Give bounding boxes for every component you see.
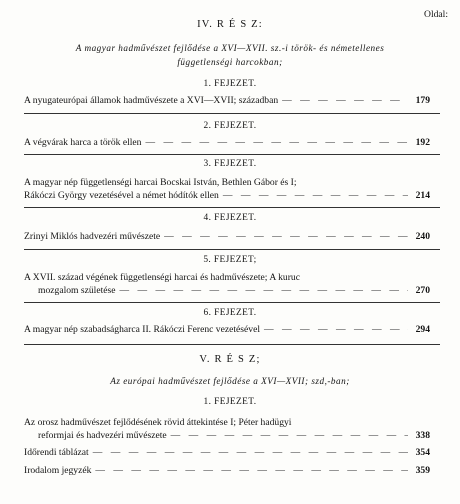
appendix-title: Irodalom jegyzék (24, 465, 92, 476)
part-5-subtitle: Az európai hadművészet fejlődése a XVI—XVII; szd,-ban; (110, 376, 350, 386)
dash-leader (260, 325, 408, 335)
chapter-heading: 1. FEJEZET. (203, 79, 257, 89)
divider (24, 249, 440, 250)
page-column-label: Oldal: (424, 9, 448, 20)
chapter-heading: 6. FEJEZET. (203, 308, 257, 318)
chapter-heading: 4. FEJEZET. (203, 213, 257, 223)
toc-entry-page: 270 (415, 285, 430, 296)
part-4-heading: IV. R É S Z: (197, 19, 263, 30)
appendix-page: 359 (415, 465, 430, 476)
toc-entry-title-line-1: Az orosz hadművészet fejlődésének rövid áttekintése I; Péter hadügyi (24, 417, 292, 428)
dash-leader (89, 448, 408, 458)
divider (24, 113, 440, 114)
toc-entry-title-line-2: Rákóczi György vezetésével a német hódítók ellen (24, 190, 219, 201)
dash-leader (116, 286, 408, 296)
chapter-heading: 3. FEJEZET. (203, 159, 257, 169)
chapter-heading: 2. FEJEZET. (203, 121, 257, 131)
toc-entry-page: 192 (415, 137, 430, 148)
chapter-heading: 5. FEJEZET; (203, 255, 257, 265)
divider (24, 154, 440, 155)
divider (24, 207, 440, 208)
toc-entry-title: Zrinyi Miklós hadvezéri művészete (24, 231, 161, 242)
toc-entry (24, 96, 430, 108)
toc-entry-title-line-2: reformjai és hadvezéri művészete (38, 430, 167, 441)
toc-entry-page: 294 (415, 324, 430, 335)
toc-entry-title-line-2: mozgalom születése (38, 285, 116, 296)
dash-leader (91, 466, 408, 476)
dash-leader (167, 431, 408, 441)
part-4-subtitle-line-2: függetlenségi harcokban; (177, 57, 283, 67)
dash-leader (141, 138, 408, 148)
toc-entry-title-line-1: A magyar nép függetlenségi harcai Bocskai István, Bethlen Gábor és I; (24, 177, 297, 188)
toc-entry (24, 232, 430, 244)
divider (24, 344, 440, 345)
part-4-subtitle-line-1: A magyar hadművészet fejlődése a XVI—XVII. sz.-i török- és németellenes (75, 43, 385, 53)
toc-entry-page: 179 (415, 95, 430, 106)
toc-entry-title-line-1: A XVII. század végének függetlenségi harcai és hadművészete; A kuruc (24, 272, 300, 283)
divider (24, 302, 440, 303)
toc-entry-page: 338 (415, 430, 430, 441)
toc-entry (24, 191, 430, 203)
toc-entry (24, 138, 430, 150)
toc-entry (24, 325, 430, 337)
toc-entry (38, 431, 430, 443)
dash-leader (160, 232, 408, 242)
appendix-entry-chronology (24, 448, 430, 460)
toc-entry-page: 240 (415, 231, 430, 242)
toc-entry-title: A végvárak harca a török ellen (24, 137, 142, 148)
dash-leader (278, 96, 408, 106)
toc-entry-title: A nyugateurópai államok hadművészete a XVI—XVII; században (24, 95, 279, 106)
dash-leader (219, 191, 408, 201)
part-5-heading: V. R É S Z; (199, 354, 261, 365)
appendix-page: 354 (415, 447, 430, 458)
appendix-entry-bibliography (24, 466, 430, 478)
appendix-title: Időrendi táblázat (24, 447, 89, 458)
chapter-heading: 1. FEJEZET. (203, 397, 257, 407)
toc-entry-title: A magyar nép szabadságharca II. Rákóczi Ferenc vezetésével (24, 324, 260, 335)
toc-entry-page: 214 (415, 190, 430, 201)
toc-entry (38, 286, 430, 298)
